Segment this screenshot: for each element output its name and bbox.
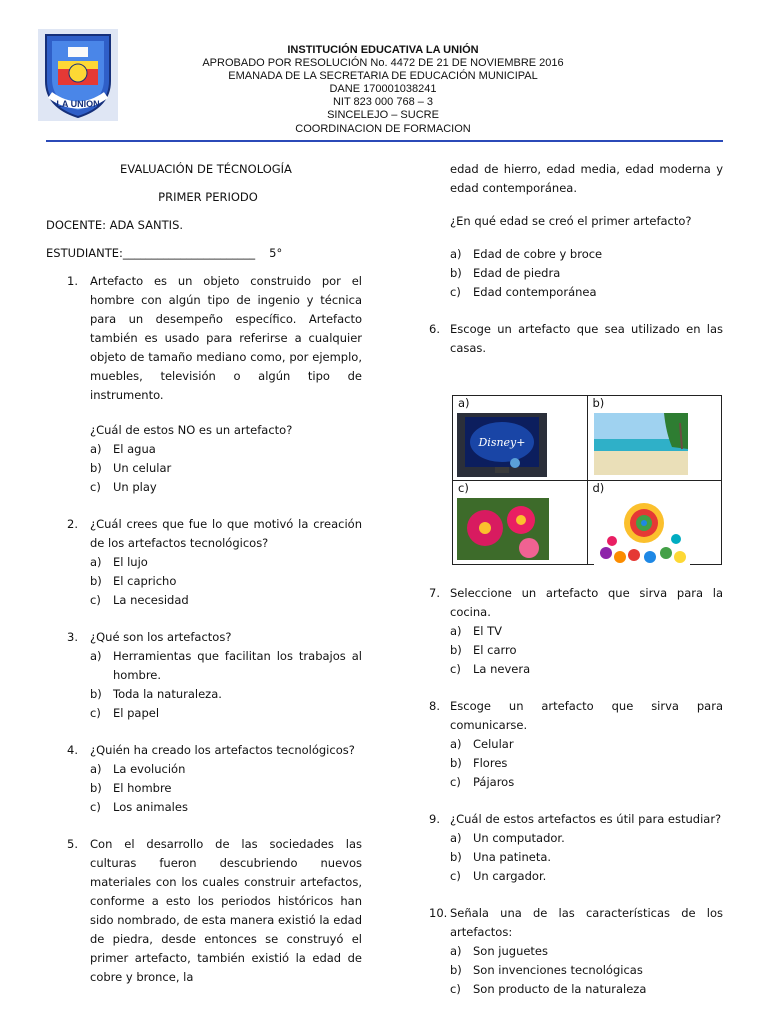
option[interactable]: b) El capricho: [90, 574, 177, 588]
option[interactable]: c) Un cargador.: [450, 869, 547, 883]
right-column-lower: [428, 584, 723, 999]
option[interactable]: a) La evolución: [90, 762, 186, 776]
right-column: [428, 160, 723, 358]
approval-line: APROBADO POR RESOLUCIÓN No. 4472 DE 21 DE NOVIEMBRE 2016: [202, 57, 564, 70]
option[interactable]: c) Los animales: [90, 800, 188, 814]
question-3: 3. ¿Qué son los artefactos?: [67, 630, 232, 644]
secretary-line: EMANADA DE LA SECRETARIA DE EDUCACIÓN MUNICIPAL: [228, 70, 538, 83]
header-divider: [46, 140, 723, 142]
grade: 5°: [269, 246, 283, 260]
option[interactable]: b) El hombre: [90, 781, 172, 795]
nit-line: NIT 823 000 768 – 3: [332, 96, 434, 109]
question-5-prompt: ¿En qué edad se creó el primer artefacto?: [450, 214, 692, 228]
beach-image: [594, 413, 688, 475]
left-column: [46, 160, 362, 987]
question-4: 4. ¿Quién ha creado los artefactos tecnológicos?: [67, 743, 355, 757]
option[interactable]: a) El lujo: [90, 555, 148, 569]
question-6: 6. Escoge un artefacto que sea utilizado en las casas.: [429, 322, 723, 355]
header-text-block: [200, 44, 566, 136]
image-option-b[interactable]: b): [587, 396, 722, 481]
option[interactable]: a) El TV: [450, 624, 503, 638]
coordination-line: COORDINACION DE FORMACION: [295, 122, 471, 135]
option[interactable]: b) El carro: [450, 643, 517, 657]
option[interactable]: c) Edad contemporánea: [450, 285, 597, 299]
option[interactable]: c) La necesidad: [90, 593, 189, 607]
option[interactable]: a) Celular: [450, 737, 514, 751]
image-option-a[interactable]: a) Disney+: [453, 396, 588, 481]
option[interactable]: b) Edad de piedra: [450, 266, 561, 280]
school-shield-logo: [38, 29, 118, 121]
candy-image: [594, 495, 690, 565]
option[interactable]: a) El agua: [90, 442, 156, 456]
image-option-d[interactable]: d): [587, 480, 722, 565]
question-1-prompt: ¿Cuál de estos NO es un artefacto?: [90, 423, 293, 437]
question-1: 1. Artefacto es un objeto construido por el hombre con algún tipo de ingenio y técnica para un desempeño específico. Artefacto también es usado para referirse a cualquier objeto de tamaño mediano como, por ejemplo, muebles, televisión o algún tipo de instrumento.: [67, 274, 362, 402]
option[interactable]: a) Edad de cobre y broce: [450, 247, 603, 261]
option[interactable]: c) Son producto de la naturaleza: [450, 982, 647, 996]
document-header: [0, 0, 768, 142]
flowers-image: [457, 498, 549, 560]
option[interactable]: a) Herramientas que facilitan los trabajos al hombre.: [90, 649, 362, 682]
television-image: [457, 413, 547, 477]
option[interactable]: a) Son juguetes: [450, 944, 549, 958]
exam-period: PRIMER PERIODO: [158, 190, 258, 204]
question-2: 2. ¿Cuál crees que fue lo que motivó la creación de los artefactos tecnológicos?: [67, 517, 362, 550]
option[interactable]: b) Un celular: [90, 461, 172, 475]
question-9: 9. ¿Cuál de estos artefactos es útil para estudiar?: [429, 812, 722, 826]
student-line[interactable]: ESTUDIANTE:_______________________ 5°: [46, 246, 283, 260]
option[interactable]: b) Toda la naturaleza.: [90, 687, 222, 701]
image-option-c[interactable]: c): [453, 480, 588, 565]
exam-title: EVALUACIÓN DE TÉCNOLOGÍA: [120, 162, 292, 176]
svg-text:LA UNION: LA UNION: [56, 99, 100, 109]
option[interactable]: a) Un computador.: [450, 831, 565, 845]
question-10: 10. Señala una de las características de los artefactos:: [429, 906, 723, 939]
question-5: 5. Con el desarrollo de las sociedades las culturas fueron descubriendo nuevos materiales con los cuales construir artefactos, conforme a esto los periodos históricos han sido nombrado, de esta manera existió la edad de piedra, desde entonces se construyó el primer artefacto, también existió la edad de cobre y bronce, la: [67, 837, 362, 984]
option[interactable]: c) Un play: [90, 480, 157, 494]
dane-line: DANE 170001038241: [329, 83, 437, 96]
option[interactable]: c) La nevera: [450, 662, 531, 676]
option[interactable]: c) El papel: [90, 706, 160, 720]
teacher-name: DOCENTE: ADA SANTIS.: [46, 218, 184, 232]
option[interactable]: b) Una patineta.: [450, 850, 552, 864]
question-7: 7. Seleccione un artefacto que sirva para la cocina.: [429, 586, 723, 619]
question-5-continuation: edad de hierro, edad media, edad moderna y edad contemporánea.: [450, 162, 723, 195]
option[interactable]: b) Son invenciones tecnológicas: [450, 963, 643, 977]
institution-name: INSTITUCIÓN EDUCATIVA LA UNIÓN: [287, 44, 479, 56]
question-8: 8. Escoge un artefacto que sirva para comunicarse.: [429, 699, 723, 732]
question-6-image-grid: [452, 395, 722, 565]
option[interactable]: c) Pájaros: [450, 775, 515, 789]
option[interactable]: b) Flores: [450, 756, 508, 770]
svg-text:Disney+: Disney+: [478, 436, 526, 449]
city-line: SINCELEJO – SUCRE: [327, 109, 439, 122]
